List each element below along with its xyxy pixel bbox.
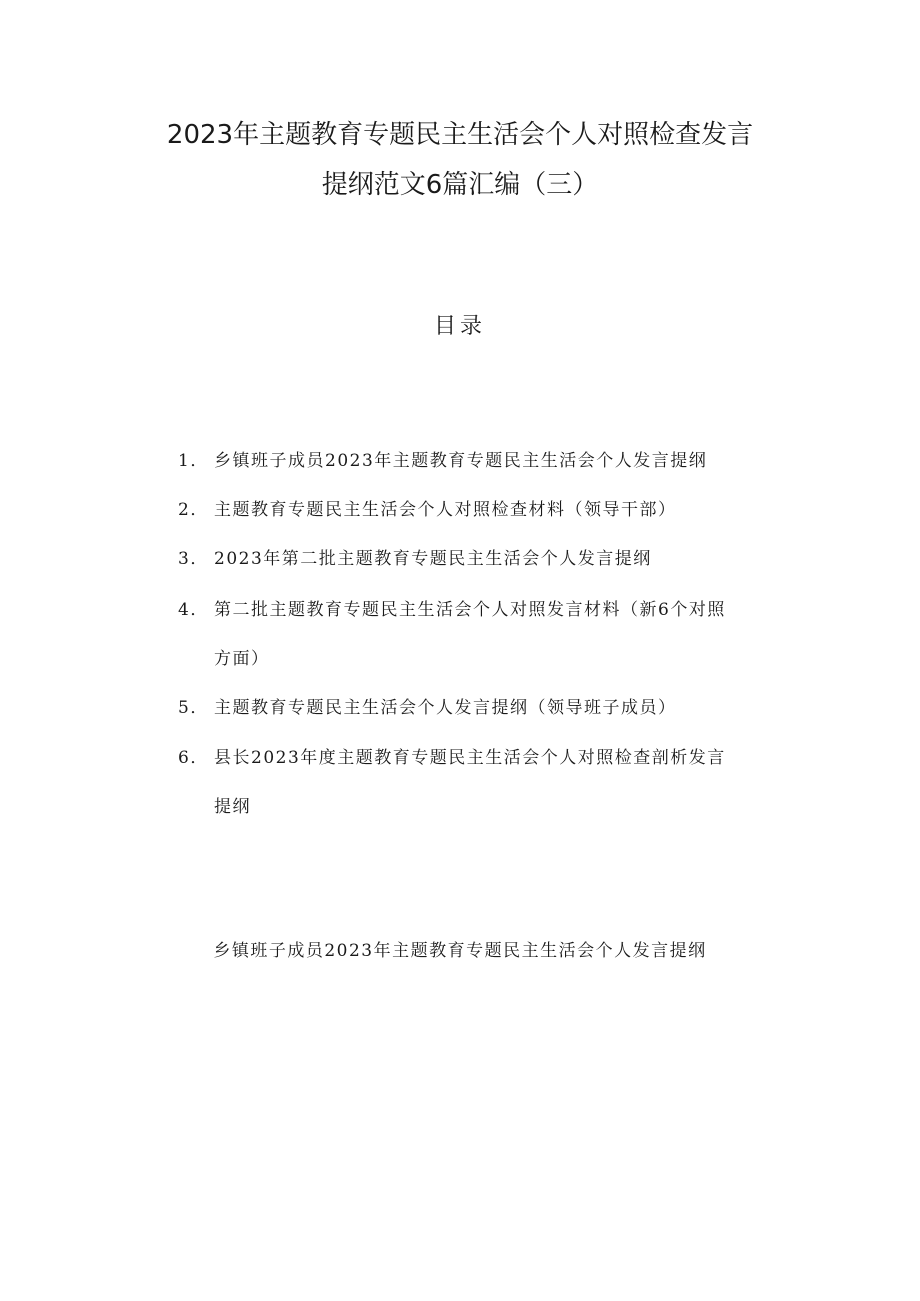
document-title-line-2: 提纲范文6篇汇编（三） xyxy=(321,170,599,200)
toc-item-4-continuation: 方面） xyxy=(214,649,270,669)
document-title-line-1: 2023年主题教育专题民主生活会个人对照检查发言 xyxy=(166,120,754,150)
toc-item-3 xyxy=(178,547,652,571)
toc-item-number: 6． xyxy=(178,748,209,768)
toc-item-1 xyxy=(178,449,707,473)
toc-item-number: 3． xyxy=(178,549,209,569)
toc-item-text: 2023年第二批主题教育专题民主生活会个人发言提纲 xyxy=(214,549,652,569)
section-heading: 乡镇班子成员2023年主题教育专题民主生活会个人发言提纲 xyxy=(213,941,707,961)
toc-heading: 目录 xyxy=(433,314,486,339)
toc-item-2 xyxy=(178,498,677,522)
toc-item-6-continuation: 提纲 xyxy=(214,797,251,817)
toc-item-4 xyxy=(178,598,726,622)
toc-item-text: 主题教育专题民主生活会个人对照检查材料（领导干部） xyxy=(214,500,677,520)
toc-item-text: 县长2023年度主题教育专题民主生活会个人对照检查剖析发言 xyxy=(214,748,726,768)
toc-item-number: 4． xyxy=(178,600,209,620)
toc-item-number: 2． xyxy=(178,500,209,520)
toc-item-number: 1． xyxy=(178,451,209,471)
toc-item-text: 第二批主题教育专题民主生活会个人对照发言材料（新6个对照 xyxy=(214,600,726,620)
toc-item-text: 乡镇班子成员2023年主题教育专题民主生活会个人发言提纲 xyxy=(214,451,708,471)
toc-item-6 xyxy=(178,746,726,770)
toc-item-number: 5． xyxy=(178,698,209,718)
toc-item-5 xyxy=(178,696,677,720)
toc-item-text: 主题教育专题民主生活会个人发言提纲（领导班子成员） xyxy=(214,698,677,718)
